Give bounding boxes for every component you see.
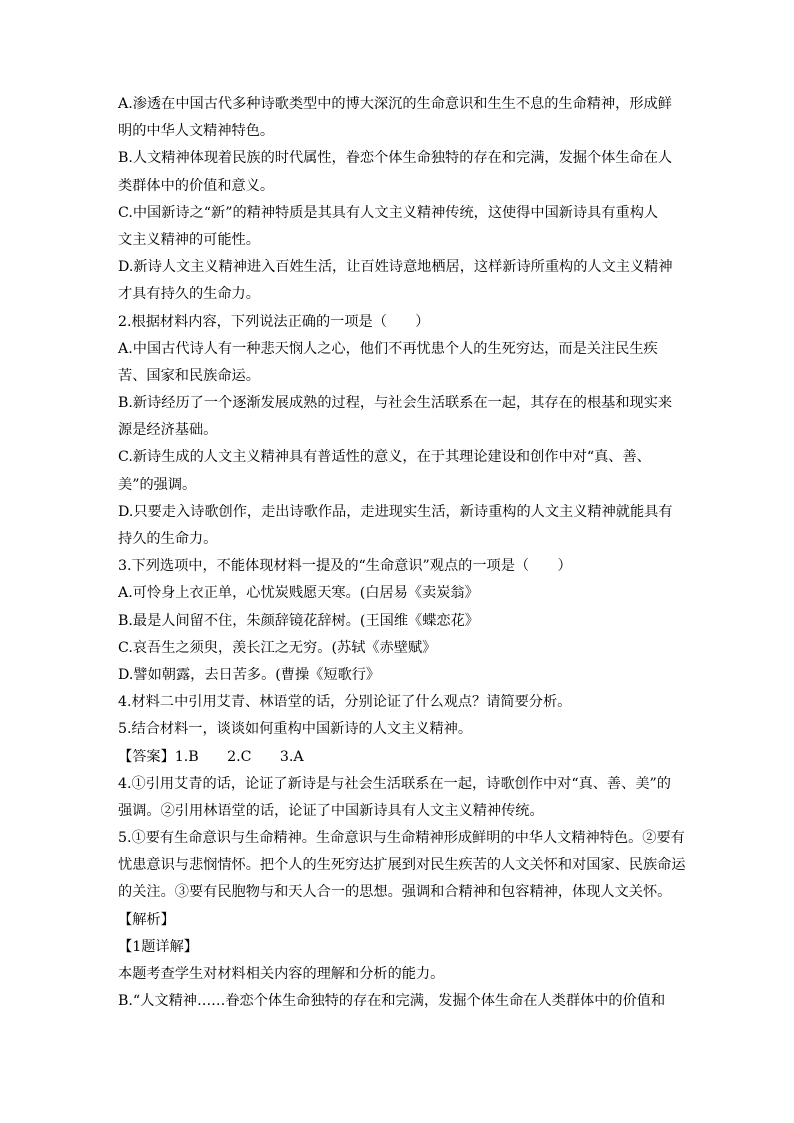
document-body bbox=[118, 91, 686, 1015]
text-line: B.最是人间留不住，朱颜辞镜花辞树。(王国维《蝶恋花》 bbox=[118, 612, 479, 629]
text-line: 5.结合材料一，谈谈如何重构中国新诗的人文主义精神。 bbox=[118, 721, 473, 738]
text-line: 明的中华人文精神特色。 bbox=[118, 123, 275, 140]
text-line: 本题考查学生对材料相关内容的理解和分析的能力。 bbox=[118, 966, 445, 982]
text-line: 苦、国家和民族命运。 bbox=[118, 367, 260, 384]
text-line: 【答案】1.B 2.C 3.A bbox=[118, 748, 304, 765]
text-line: C.新诗生成的人文主义精神具有普适性的意义，在于其理论建设和创作中对“真、善、 bbox=[118, 449, 651, 466]
text-line: D.只要走入诗歌创作，走出诗歌作品，走进现实生活，新诗重构的人文主义精神就能具有 bbox=[118, 503, 673, 520]
text-line: 忧患意识与悲悯情怀。把个人的生死穷达扩展到对民生疾苦的人文关怀和对国家、民族命运 bbox=[118, 857, 686, 874]
text-line: B.“人文精神……眷恋个体生命独特的存在和完满，发掘个体生命在人类群体中的价值和 bbox=[118, 993, 666, 1010]
text-line: 类群体中的价值和意义。 bbox=[118, 177, 275, 194]
text-line: B.新诗经历了一个逐渐发展成熟的过程，与社会生活联系在一起，其存在的根基和现实来 bbox=[118, 395, 673, 412]
text-line: 源是经济基础。 bbox=[118, 422, 218, 439]
text-line: 【1题详解】 bbox=[118, 938, 198, 955]
text-line: 文主义精神的可能性。 bbox=[118, 231, 260, 248]
text-line: 持久的生命力。 bbox=[118, 531, 218, 547]
text-line: 才具有持久的生命力。 bbox=[118, 286, 260, 303]
text-line: B.人文精神体现着民族的时代属性，眷恋个体生命独特的存在和完满，发掘个体生命在人 bbox=[118, 150, 673, 167]
text-line: A.中国古代诗人有一种悲天悯人之心，他们不再忧患个人的生死穷达，而是关注民生疾 bbox=[118, 340, 658, 357]
text-line: 的关注。③要有民胞物与和天人合一的思想。强调和合精神和包容精神，体现人文关怀。 bbox=[118, 884, 672, 901]
text-line: 【解析】 bbox=[118, 911, 175, 928]
text-line: 3.下列选项中，不能体现材料一提及的“生命意识”观点的一项是（ ） bbox=[118, 558, 572, 575]
text-line: A.渗透在中国古代多种诗歌类型中的博大深沉的生命意识和生生不息的生命精神，形成鲜 bbox=[118, 96, 672, 112]
text-line: 2.根据材料内容，下列说法正确的一项是（ ） bbox=[118, 313, 430, 330]
text-line: C.中国新诗之“新”的精神特质是其具有人文主义精神传统，这使得中国新诗具有重构人 bbox=[118, 204, 659, 221]
text-line: 4.材料二中引用艾青、林语堂的话，分别论证了什么观点？请简要分析。 bbox=[118, 694, 572, 711]
text-line: D.新诗人文主义精神进入百姓生活，让百姓诗意地栖居，这样新诗所重构的人文主义精神 bbox=[118, 259, 673, 276]
text-line: 强调。②引用林语堂的话，论证了中国新诗具有人文主义精神传统。 bbox=[118, 802, 544, 819]
text-line: A.可怜身上衣正单，心忧炭贱愿天寒。(白居易《卖炭翁》 bbox=[118, 585, 479, 602]
text-line: 5.①要有生命意识与生命精神。生命意识与生命精神形成鲜明的中华人文精神特色。②要有 bbox=[118, 830, 685, 847]
text-line: 美”的强调。 bbox=[118, 476, 197, 493]
text-line: 4.①引用艾青的话，论证了新诗是与社会生活联系在一起，诗歌创作中对“真、善、美”的 bbox=[118, 775, 671, 792]
text-line: C.哀吾生之须臾，羡长江之无穷。(苏轼《赤壁赋》 bbox=[118, 639, 437, 656]
text-line: D.譬如朝露，去日苦多。(曹操《短歌行》 bbox=[118, 666, 381, 683]
